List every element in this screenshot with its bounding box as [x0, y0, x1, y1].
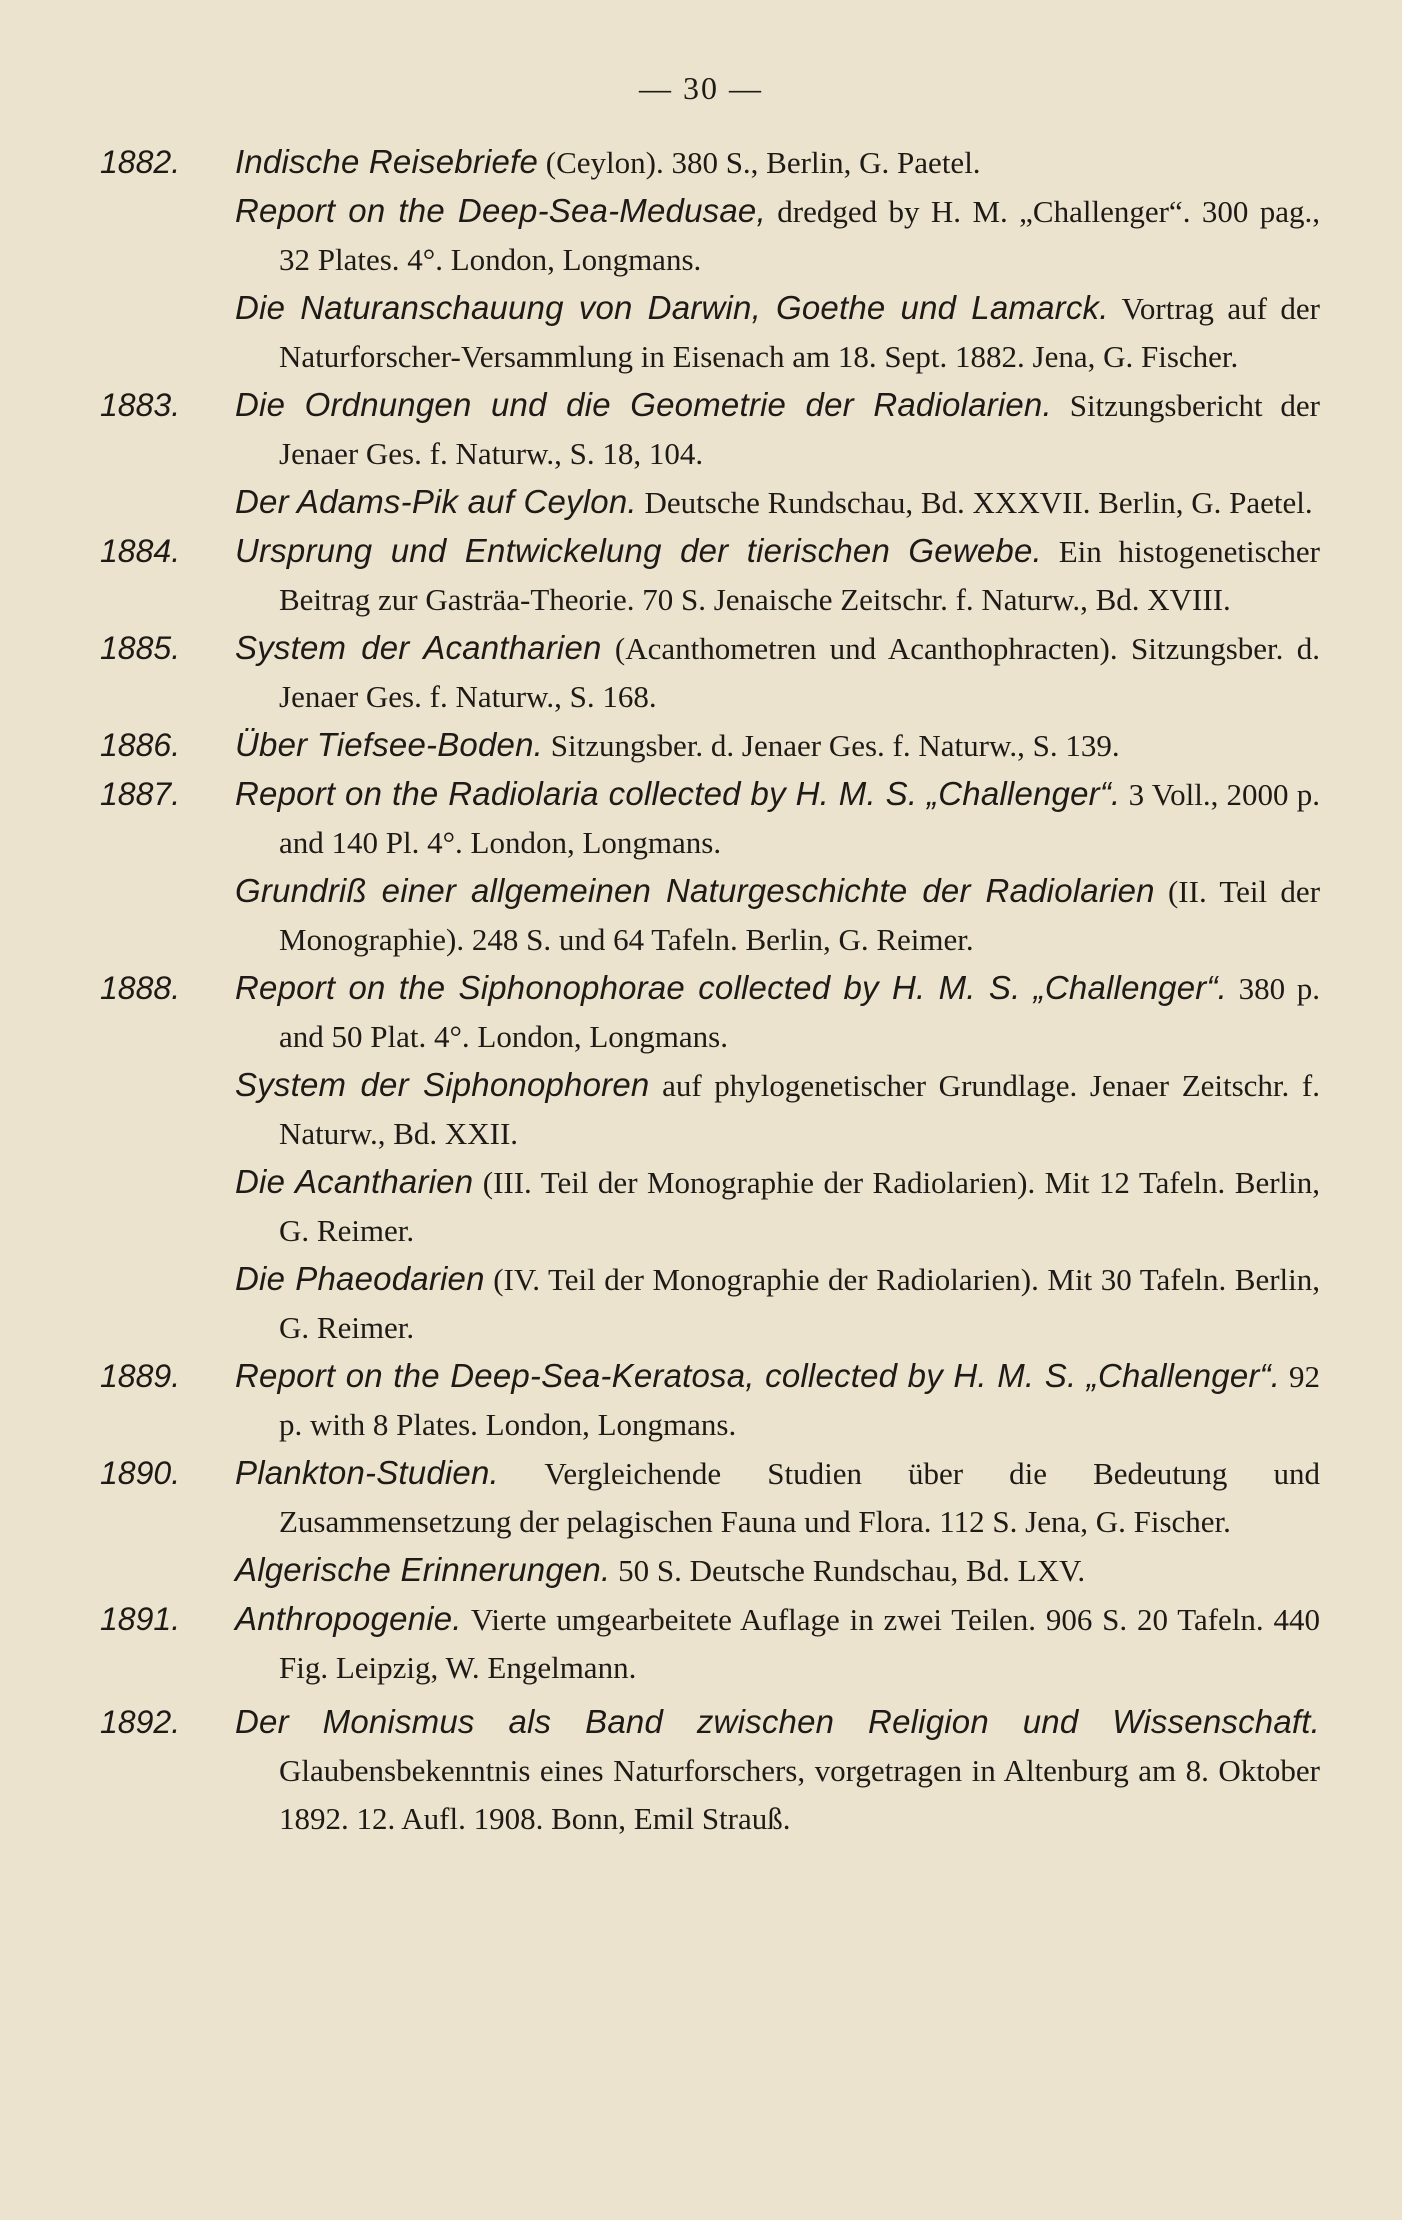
bibliography-entry: [100, 1698, 1320, 1843]
work-details: (III. Teil der Monographie der Radiolarien). Mit 12 Tafeln. Berlin, G. Reimer.: [279, 1165, 1320, 1248]
work-title: Ursprung und Entwickelung der tierischen Gewebe.: [235, 532, 1042, 569]
bibliography-entry: [100, 964, 1320, 1352]
work-details: Deutsche Rundschau, Bd. XXXVII. Berlin, G. Paetel.: [644, 485, 1313, 520]
work-details: (Acanthometren und Acanthophracten). Sitzungsber. d. Jenaer Ges. f. Naturw., S. 168.: [279, 631, 1320, 714]
work-details: 50 S. Deutsche Rundschau, Bd. LXV.: [618, 1553, 1086, 1588]
work-title: Über Tiefsee-Boden.: [235, 726, 544, 763]
work-title: System der Siphonophoren: [235, 1066, 650, 1103]
bibliography-entry: [100, 1352, 1320, 1449]
work-citation: [235, 1255, 1320, 1352]
work-citation: [235, 867, 1320, 964]
work-citation: [235, 1595, 1320, 1692]
work-title: Report on the Deep-Sea-Keratosa, collected by H. M. S. „Challenger“.: [235, 1357, 1281, 1394]
bibliography-entry: [100, 527, 1320, 624]
work-title: Die Phaeodarien: [235, 1260, 485, 1297]
entry-year: 1890.: [100, 1455, 181, 1491]
entry-year: 1888.: [100, 970, 181, 1006]
work-title: Der Adams-Pik auf Ceylon.: [235, 483, 637, 520]
work-details: Sitzungsber. d. Jenaer Ges. f. Naturw., S. 139.: [550, 728, 1120, 763]
work-citation: [235, 1546, 1320, 1595]
work-citation: [235, 1449, 1320, 1546]
work-details: 380 p. and 50 Plat. 4°. London, Longmans.: [279, 971, 1320, 1054]
bibliography-entry: [100, 138, 1320, 381]
work-citation: [235, 527, 1320, 624]
work-citation: [235, 187, 1320, 284]
bibliography-entry: [100, 1449, 1320, 1595]
entry-year: 1886.: [100, 727, 181, 763]
work-title: Algerische Erinnerungen.: [235, 1551, 611, 1588]
work-details: Vierte umgearbeitete Auflage in zwei Teilen. 906 S. 20 Tafeln. 440 Fig. Leipzig, W. Engelmann.: [279, 1602, 1320, 1685]
entry-year: 1884.: [100, 533, 181, 569]
work-details: Glaubensbekenntnis eines Naturforschers, vorgetragen in Altenburg am 8. Oktober 1892. 12. Aufl. 1908. Bonn, Emil Strauß.: [279, 1753, 1320, 1836]
work-details: (II. Teil der Monographie). 248 S. und 64 Tafeln. Berlin, G. Reimer.: [279, 874, 1321, 957]
work-citation: [235, 1061, 1320, 1158]
work-citation: [235, 624, 1320, 721]
work-title: Indische Reisebriefe: [235, 143, 538, 180]
work-citation: [235, 381, 1320, 478]
entry-year: 1887.: [100, 776, 181, 812]
work-citation: [235, 1698, 1320, 1843]
entry-year: 1889.: [100, 1358, 181, 1394]
bibliography-list: [100, 138, 1320, 1843]
entry-year: 1883.: [100, 387, 181, 423]
entry-year: 1891.: [100, 1601, 181, 1637]
work-title: Report on the Siphonophorae collected by H. M. S. „Challenger“.: [235, 969, 1228, 1006]
work-details: 92 p. with 8 Plates. London, Longmans.: [279, 1359, 1321, 1442]
work-citation: [235, 964, 1320, 1061]
work-citation: [235, 770, 1320, 867]
bibliography-entry: [100, 1595, 1320, 1692]
work-citation: [235, 284, 1320, 381]
entry-year: 1882.: [100, 144, 181, 180]
work-title: Anthropogenie.: [235, 1600, 462, 1637]
bibliography-entry: [100, 624, 1320, 721]
work-details: Vortrag auf der Naturforscher-Versammlung in Eisenach am 18. Sept. 1882. Jena, G. Fischer.: [279, 291, 1320, 374]
work-title: Der Monismus als Band zwischen Religion und Wissenschaft.: [235, 1703, 1320, 1740]
bibliography-entry: [100, 770, 1320, 964]
work-details: Vergleichende Studien über die Bedeutung und Zusammensetzung der pelagischen Fauna und Flora. 112 S. Jena, G. Fischer.: [279, 1456, 1320, 1539]
entry-year: 1885.: [100, 630, 181, 666]
work-citation: [235, 478, 1320, 527]
bibliography-entry: [100, 381, 1320, 527]
work-details: 3 Voll., 2000 p. and 140 Pl. 4°. London, Longmans.: [279, 777, 1320, 860]
work-title: Report on the Radiolaria collected by H. M. S. „Challenger“.: [235, 775, 1121, 812]
work-title: Report on the Deep-Sea-Medusae,: [235, 192, 766, 229]
work-title: Die Naturanschauung von Darwin, Goethe und Lamarck.: [235, 289, 1109, 326]
work-citation: [235, 1352, 1320, 1449]
page-number: — 30 —: [639, 70, 763, 106]
work-citation: [235, 1158, 1320, 1255]
work-title: Grundriß einer allgemeinen Naturgeschichte der Radiolarien: [235, 872, 1155, 909]
work-title: Die Ordnungen und die Geometrie der Radiolarien.: [235, 386, 1052, 423]
work-title: Die Acantharien: [235, 1163, 474, 1200]
work-details: (IV. Teil der Monographie der Radiolarien). Mit 30 Tafeln. Berlin, G. Reimer.: [279, 1262, 1321, 1345]
work-details: (Ceylon). 380 S., Berlin, G. Paetel.: [545, 145, 981, 180]
work-title: Plankton-Studien.: [235, 1454, 499, 1491]
work-details: Sitzungsbericht der Jenaer Ges. f. Naturw., S. 18, 104.: [279, 388, 1320, 471]
bibliography-entry: [100, 721, 1320, 770]
work-title: System der Acantharien: [235, 629, 602, 666]
work-citation: [235, 138, 1320, 187]
work-details: Ein histogenetischer Beitrag zur Gasträa-Theorie. 70 S. Jenaische Zeitschr. f. Naturw., Bd. XVIII.: [279, 534, 1320, 617]
work-details: dredged by H. M. „Challenger“. 300 pag., 32 Plates. 4°. London, Longmans.: [279, 194, 1321, 277]
work-citation: [235, 721, 1320, 770]
work-details: auf phylogenetischer Grundlage. Jenaer Zeitschr. f. Naturw., Bd. XXII.: [279, 1068, 1320, 1151]
entry-year: 1892.: [100, 1704, 181, 1740]
